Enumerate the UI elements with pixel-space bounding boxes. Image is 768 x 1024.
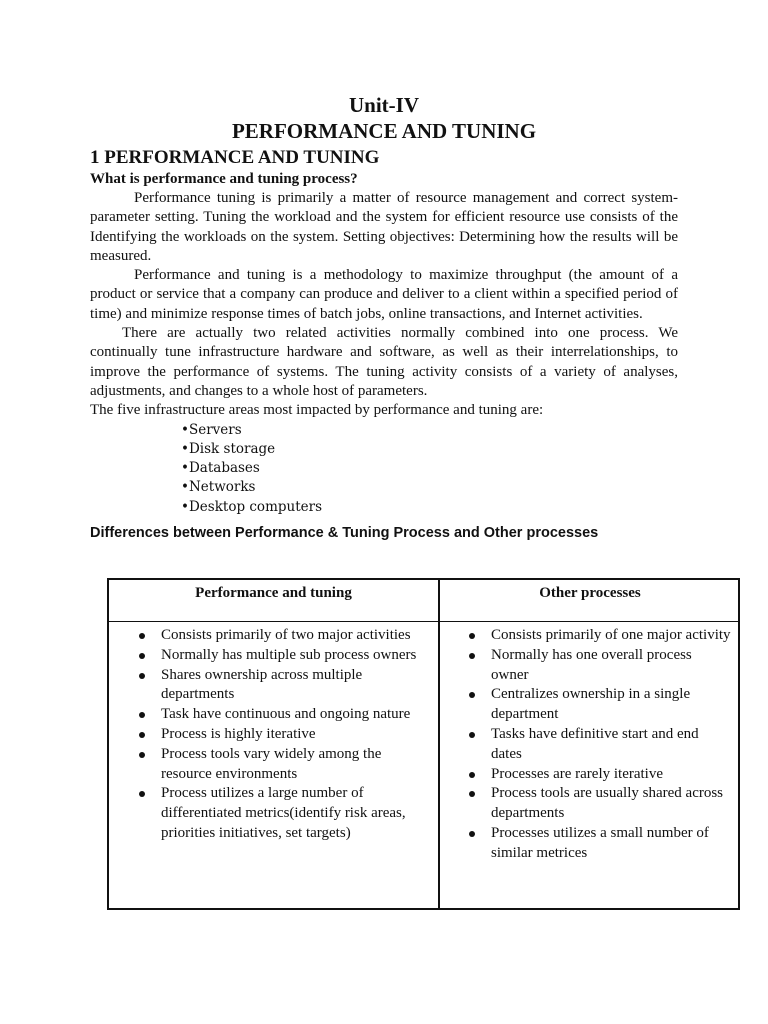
column-header-other: Other processes: [539, 585, 641, 601]
list-item: Process tools are usually shared across departments: [463, 784, 731, 824]
section-heading: 1 PERFORMANCE AND TUNING: [90, 147, 380, 168]
page-title: PERFORMANCE AND TUNING: [231, 119, 537, 143]
list-item: • Servers: [181, 421, 678, 440]
list-item: Process is highly iterative: [133, 725, 433, 745]
list-item: Process tools vary widely among the resource environments: [133, 745, 433, 785]
differences-table: [107, 578, 740, 910]
paragraph-3: There are actually two related activities normally combined into one process. We continually tune infrastructure hardware and software, as well as their interrelationships, to improve the performance of systems. The tuning activity consists of a variety of analyses, adjustments, and changes to a whole host of parameters.: [90, 325, 678, 399]
areas-intro: The five infrastructure areas most impacted by performance and tuning are:: [90, 402, 544, 419]
list-item: Normally has one overall process owner: [463, 646, 731, 686]
paragraph-2: Performance and tuning is a methodology to maximize throughput (the amount of a product or service that a company can produce and deliver to a client within a specified period of time) and minimize response times of batch jobs, online transactions, and Internet activities.: [90, 267, 678, 322]
list-item: • Disk storage: [181, 440, 678, 459]
document-page: [90, 92, 678, 543]
list-item: Task have continuous and ongoing nature: [133, 705, 433, 725]
paragraph-1: Performance tuning is primarily a matter of resource management and correct system-parameter setting. Tuning the workload and the system for efficient resource use consists of the Identifying the workloads on the system. Setting objectives: Determining how the results will be measured.: [90, 190, 678, 264]
unit-heading: Unit-IV: [348, 93, 419, 117]
list-item: Centralizes ownership in a single department: [463, 685, 731, 725]
header-divider: [109, 621, 738, 622]
list-item: • Networks: [181, 478, 678, 497]
list-item: Tasks have definitive start and end dates: [463, 725, 731, 765]
list-item: • Desktop computers: [181, 498, 678, 517]
list-item: Shares ownership across multiple departments: [133, 666, 433, 706]
differences-heading: Differences between Performance & Tuning Process and Other processes: [90, 525, 599, 542]
list-item: Processes are rarely iterative: [463, 765, 731, 785]
list-item: Processes utilizes a small number of similar metrices: [463, 824, 731, 864]
other-processes-list: [463, 626, 731, 864]
areas-list: [90, 421, 678, 517]
list-item: • Databases: [181, 459, 678, 478]
column-divider: [438, 580, 440, 908]
question-heading: What is performance and tuning process?: [90, 171, 358, 187]
list-item: Consists primarily of two major activities: [133, 626, 433, 646]
list-item: Process utilizes a large number of differentiated metrics(identify risk areas, priorities initiatives, set targets): [133, 784, 433, 843]
column-header-performance: Performance and tuning: [195, 585, 352, 601]
list-item: Consists primarily of one major activity: [463, 626, 731, 646]
performance-list: [133, 626, 433, 844]
list-item: Normally has multiple sub process owners: [133, 646, 433, 666]
